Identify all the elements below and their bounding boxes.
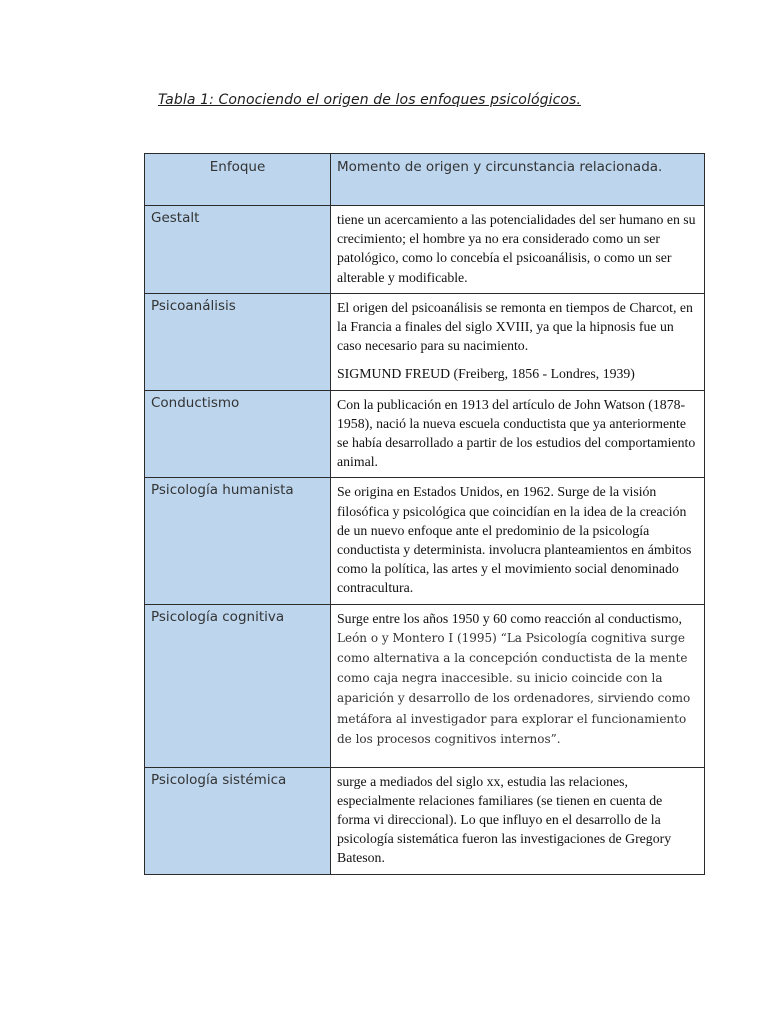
row-description	[331, 206, 705, 294]
row-label: Psicología sistémica	[145, 767, 331, 874]
row-description	[331, 767, 705, 874]
table-header-row	[145, 154, 705, 206]
row-label: Psicología cognitiva	[145, 604, 331, 767]
row-description	[331, 390, 705, 478]
description-note: SIGMUND FREUD (Freiberg, 1856 - Londres, 1939)	[337, 366, 635, 382]
table-row-sistemica	[145, 767, 705, 874]
description-quote: León o y Montero I (1995) “La Psicología cognitiva surge como alternativa a la concepción conductista de la mente como caja negra inaccesible. su inicio coincide con la aparición y desarrollo de los ordenadores, sirviendo como metáfora al investigador para explorar el funcionamiento de los procesos cognitivos internos”.	[337, 630, 691, 746]
description-text: surge a mediados del siglo xx, estudia las relaciones, especialmente relaciones familiares (se tienen en cuenta de forma vi direccional). Lo que influyo en el desarrollo de la psicología sistemática fueron las investigaciones de Gregory Bateson.	[337, 773, 672, 866]
header-momento: Momento de origen y circunstancia relacionada.	[331, 154, 705, 206]
row-label: Gestalt	[145, 206, 331, 294]
description-text: Se origina en Estados Unidos, en 1962. Surge de la visión filosófica y psicológica que coincidían en la idea de la creación de un nuevo enfoque ante el predominio de la psicología conductista y determinista. involucra planteamientos en ámbitos como la política, las artes y el movimiento social denominado contracultura.	[337, 484, 692, 596]
approaches-table	[144, 153, 705, 875]
description-text: El origen del psicoanálisis se remonta en tiempos de Charcot, en la Francia a finales del siglo XVIII, ya que la hipnosis fue un caso necesario para su nacimiento.	[337, 299, 693, 354]
table-row-psicoanalisis	[145, 293, 705, 390]
description-text	[337, 609, 698, 749]
table-row-humanista	[145, 478, 705, 604]
header-enfoque: Enfoque	[145, 154, 331, 206]
row-label: Psicología humanista	[145, 478, 331, 604]
row-description	[331, 478, 705, 604]
table-row-gestalt	[145, 206, 705, 294]
table-row-cognitiva	[145, 604, 705, 767]
row-description	[331, 293, 705, 390]
table-row-conductismo	[145, 390, 705, 478]
table-caption: Tabla 1: Conociendo el origen de los enfoques psicológicos.	[158, 92, 582, 108]
description-text: tiene un acercamiento a las potencialidades del ser humano en su crecimiento; el hombre ya no era considerado como un ser patológico, como lo concebía el psicoanálisis, o como un ser alterable y modificable.	[337, 212, 696, 285]
row-description	[331, 604, 705, 767]
row-label: Psicoanálisis	[145, 293, 331, 390]
row-label: Conductismo	[145, 390, 331, 478]
description-text-part: Surge entre los años 1950 y 60 como reacción al conductismo,	[337, 610, 682, 626]
description-text: Con la publicación en 1913 del artículo de John Watson (1878-1958), nació la nueva escuela conductista que ya anteriormente se había desarrollado a partir de los estudios del comportamiento animal.	[337, 396, 696, 470]
